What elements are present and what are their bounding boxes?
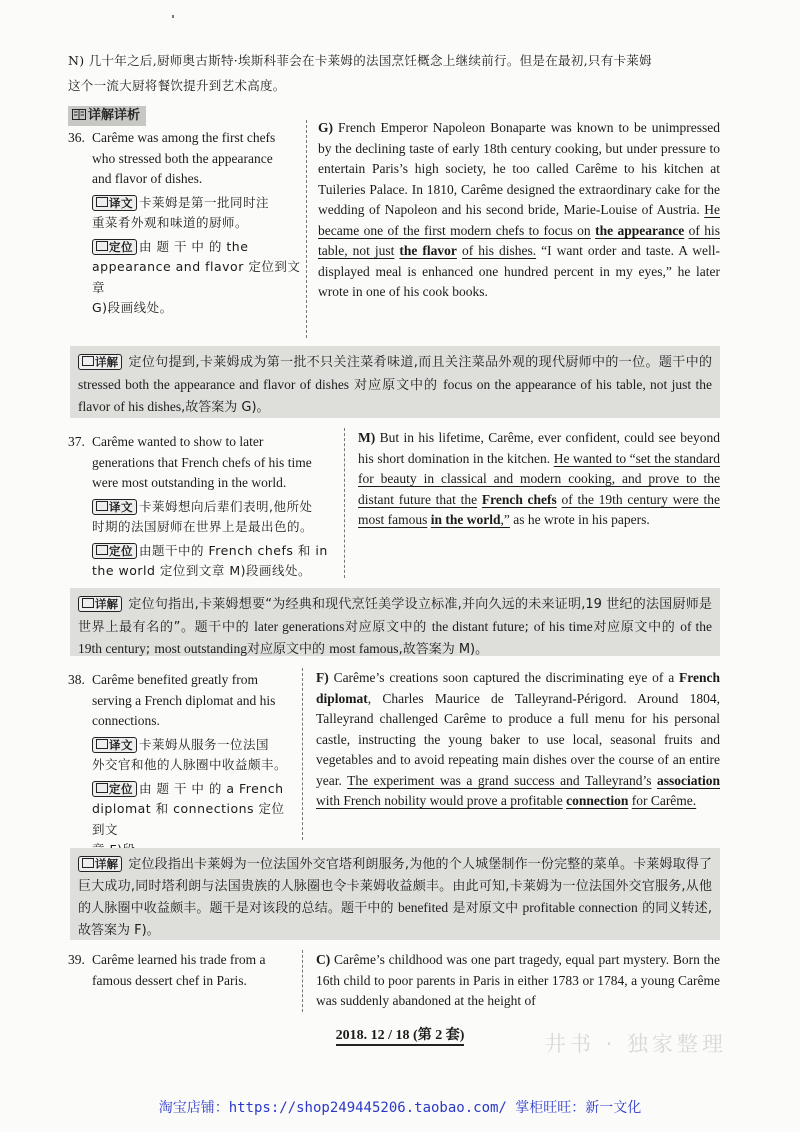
underlined-bold-text: association xyxy=(656,772,720,788)
underlined-text: He became one of the first modern chefs to focus on xyxy=(318,202,720,238)
column-divider xyxy=(302,950,303,1012)
locate-tag xyxy=(92,543,137,559)
explanation-english: focus on the appearance of his table, not just the flavor of his dishes xyxy=(78,376,712,414)
translation-38 xyxy=(92,735,292,776)
passage-text: “I want order and taste. A well-displayed meal is enhanced one hundred percent in my eyes,” he later wrote in one of his cook books. xyxy=(318,243,721,299)
underlined-text: with French nobility would prove a profitable xyxy=(316,793,563,808)
detail-tag-label: 详解 xyxy=(95,355,118,369)
translation-tag xyxy=(92,195,137,211)
question-37-line: Carême wanted to show to later xyxy=(92,434,264,449)
explanation-text: 的同义转述,故答案为 F)。 xyxy=(78,901,712,938)
explanation-english: benefited xyxy=(397,900,449,915)
locate-tag xyxy=(92,781,137,797)
underlined-text: for Carême. xyxy=(631,793,697,808)
explanation-36 xyxy=(70,346,720,418)
translation-tag-label: 译文 xyxy=(109,737,133,752)
question-37 xyxy=(92,432,332,582)
translation-38-line: 外交官和他的人脉圈中收益颇丰。 xyxy=(92,757,288,772)
explanation-text: 定位段指出卡莱姆为一位法国外交官塔利朗服务,为他的个人城堡制作一份完整的菜单。卡莱姆取得了巨大成功,同时塔利朗与法国贵族的人脉圈也令卡莱姆收益颇丰。由此可知,卡莱姆为一位法国外交官服务,从他的人脉圈中收益颇丰。题干是对该段的总结。题干中的 xyxy=(78,857,712,916)
passage-f xyxy=(316,668,720,812)
question-number-39: 39. xyxy=(68,952,85,967)
explanation-english: later generations xyxy=(254,618,345,634)
locate-37 xyxy=(92,541,332,582)
underlined-bold-text: the appearance xyxy=(595,222,685,238)
translation-36-line: 重菜肴外观和味道的厨师。 xyxy=(92,215,249,230)
explanation-text: 定位句指出,卡莱姆想要“为经典和现代烹饪美学设立标准,并向久远的未来证明,19 世纪的法国厨师是世界上最有名的”。题干中的 xyxy=(78,597,712,635)
locate-36-line: appearance and flavor 定位到文章 xyxy=(92,259,301,295)
book-icon xyxy=(72,109,86,120)
translation-36-line: 卡莱姆是第一批同时注 xyxy=(139,194,270,210)
section-header-label: 详解详析 xyxy=(88,108,141,123)
explanation-text: 对应原文中的 xyxy=(592,619,676,635)
translation-tag-icon xyxy=(96,739,108,749)
answer-letter: G) xyxy=(318,120,333,135)
explanation-english: the distant future xyxy=(431,618,525,634)
passage-g xyxy=(318,118,720,303)
intro-line-2: 这个一流大厨将餐饮提升到艺术高度。 xyxy=(68,78,286,93)
explanation-38 xyxy=(70,848,720,940)
explanation-text: ; xyxy=(145,642,151,657)
question-number-37: 37. xyxy=(68,434,85,449)
question-36 xyxy=(92,128,302,319)
question-38-line: connections. xyxy=(92,713,160,728)
speck xyxy=(172,15,174,18)
explanation-english: most famous xyxy=(329,641,399,656)
question-number-36: 36. xyxy=(68,130,85,145)
column-divider xyxy=(306,120,307,338)
locate-tag-label: 定位 xyxy=(109,239,133,254)
translation-tag-label: 译文 xyxy=(109,499,133,514)
translation-37-line: 时期的法国厨师在世界上是最出色的。 xyxy=(92,519,314,534)
passage-c xyxy=(316,950,720,1012)
locate-tag-icon xyxy=(96,241,108,251)
underlined-bold-text: the flavor xyxy=(399,243,457,258)
locate-tag xyxy=(92,239,137,255)
locate-tag-label: 定位 xyxy=(109,781,133,796)
passage-text: , Charles Maurice de Talleyrand-Périgord. Around 1804, Talleyrand challenged Carême to produce a full menu for his personal castle, instructing the young baker to use local, seasonal fruits and vegetables and to avoid repeating main dishes over the course of an entire year. xyxy=(316,690,720,788)
intro-paragraph xyxy=(68,48,728,98)
locate-tag-label: 定位 xyxy=(109,543,133,558)
translation-tag xyxy=(92,499,137,515)
question-36-line: and flavor of dishes. xyxy=(92,171,203,186)
explanation-text: ,故答案为 G)。 xyxy=(181,400,270,415)
locate-37-line: the world 定位到文章 M)段画线处。 xyxy=(92,563,312,578)
question-39-line: Carême learned his trade from a xyxy=(92,952,266,967)
underlined-text: of the 19th century were the most famous xyxy=(358,491,720,527)
explanation-text: 定位句提到,卡莱姆成为第一批不只关注菜肴味道,而且关注菜品外观的现代厨师中的一位。题干中的 xyxy=(128,355,713,370)
underlined-text: of his table, not just xyxy=(318,222,720,258)
question-38-line: serving a French diplomat and his xyxy=(92,692,276,708)
question-number-38: 38. xyxy=(68,672,85,687)
underlined-bold-text: in the world xyxy=(430,512,501,527)
detail-tag-icon xyxy=(82,858,94,868)
question-36-line: who stressed both the appearance xyxy=(92,150,273,166)
question-39 xyxy=(92,950,302,991)
locate-tag-icon xyxy=(96,545,108,555)
locate-36 xyxy=(92,237,302,319)
question-37-line: generations that French chefs of his time xyxy=(92,454,312,470)
passage-text: French Emperor Napoleon Bonaparte was known to be unimpressed by the declining taste of early 18th century cooking, but under pressure to entertain Paris’s high society, he too called Carême to his kitchen at Tuileries Palace. In 1810, Carême designed the extraordinary cake for the wedding of Napoleon and his second bride, Marie-Louise of Austria. xyxy=(318,120,721,217)
watermark-text: 井书 · 独家整理 xyxy=(545,1032,728,1056)
detail-tag xyxy=(78,354,122,370)
explanation-english: profitable connection xyxy=(522,900,638,915)
explanation-english: stressed both the appearance and flavor of dishes xyxy=(78,376,350,392)
explanation-37 xyxy=(70,588,720,656)
translation-tag-icon xyxy=(96,501,108,511)
translation-36 xyxy=(92,193,302,234)
detail-tag xyxy=(78,856,122,872)
explanation-text: 对应原文中的 xyxy=(354,377,438,393)
detail-tag-label: 详解 xyxy=(95,857,118,871)
passage-text: But in his lifetime, Carême, ever confident, could see beyond his short domination in the kitchen. xyxy=(358,430,720,466)
locate-36-line: 由 题 干 中 的 the xyxy=(139,238,249,254)
translation-37-line: 卡莱姆想向后辈们表明,他所处 xyxy=(139,498,313,514)
detail-tag-label: 详解 xyxy=(95,597,118,611)
explanation-text: 对应原文中的 xyxy=(247,642,326,657)
explanation-english: of the 19th century xyxy=(78,618,712,656)
answer-letter: C) xyxy=(316,952,331,967)
answer-letter: M) xyxy=(358,430,376,445)
translation-tag-label: 译文 xyxy=(109,195,133,210)
detail-tag-icon xyxy=(82,598,94,608)
question-38 xyxy=(92,670,292,861)
locate-38-line: 由 题 干 中 的 a French xyxy=(139,780,284,796)
column-divider xyxy=(344,428,345,578)
passage-text: Carême’s creations soon captured the discriminating eye of a xyxy=(333,670,675,685)
underlined-text: ,” xyxy=(500,512,510,527)
question-36-line: Carême was among the first chefs xyxy=(92,130,276,145)
passage-text: Carême’s childhood was one part tragedy, equal part mystery. Born the 16th child to poor parents in Paris in either 1783 or 1784, a young Carême was suddenly abandoned at the height of xyxy=(316,952,721,1008)
underlined-bold-text: connection xyxy=(566,793,629,808)
translation-tag-icon xyxy=(96,197,108,207)
underlined-bold-text: French chefs xyxy=(481,491,557,507)
explanation-english: of his time xyxy=(533,618,593,634)
locate-36-line: G)段画线处。 xyxy=(92,300,173,315)
locate-tag-icon xyxy=(96,783,108,793)
page-number-label: 2018. 12 / 18 (第 2 套) xyxy=(336,1028,465,1046)
intro-line-1: N) 几十年之后,厨师奥古斯特·埃斯科菲会在卡莱姆的法国烹饪概念上继续前行。但是在最初,只有卡莱姆 xyxy=(68,53,652,68)
translation-tag xyxy=(92,737,137,753)
detail-tag-icon xyxy=(82,356,94,366)
section-header xyxy=(68,106,146,126)
underlined-text: He wanted to “set the standard for beauty in classical and modern cooking, and prove to the distant future that the xyxy=(358,450,720,507)
question-38-line: Carême benefited greatly from xyxy=(92,672,259,687)
answer-letter: F) xyxy=(316,670,329,685)
explanation-english: most outstanding xyxy=(154,641,248,656)
explanation-text: 对应原文中的 xyxy=(344,619,427,635)
passage-text: as he wrote in his papers. xyxy=(513,512,650,527)
translation-37 xyxy=(92,497,332,538)
passage-m xyxy=(358,428,720,531)
underlined-text: The experiment was a grand success and Talleyrand’s xyxy=(347,772,652,788)
column-divider xyxy=(302,668,303,840)
detail-tag xyxy=(78,596,122,612)
explanation-text: ,故答案为 M)。 xyxy=(398,642,489,657)
shop-link[interactable]: 淘宝店铺：https://shop249445206.taobao.com/ 掌柜旺旺：新一文化 xyxy=(158,1100,642,1116)
underlined-text: of his dishes. xyxy=(461,243,537,258)
explanation-text: ; xyxy=(524,619,529,635)
question-37-line: were most outstanding in the world. xyxy=(92,475,287,490)
page-number xyxy=(0,1024,800,1044)
locate-38-line: diplomat 和 connections 定位到文 xyxy=(92,801,285,837)
bold-text: French diplomat xyxy=(316,670,720,706)
explanation-text: 是对原文中 xyxy=(452,901,519,916)
question-39-line: famous dessert chef in Paris. xyxy=(92,972,247,988)
locate-37-line: 由题干中的 French chefs 和 in xyxy=(139,542,328,558)
translation-38-line: 卡莱姆从服务一位法国 xyxy=(139,736,270,752)
